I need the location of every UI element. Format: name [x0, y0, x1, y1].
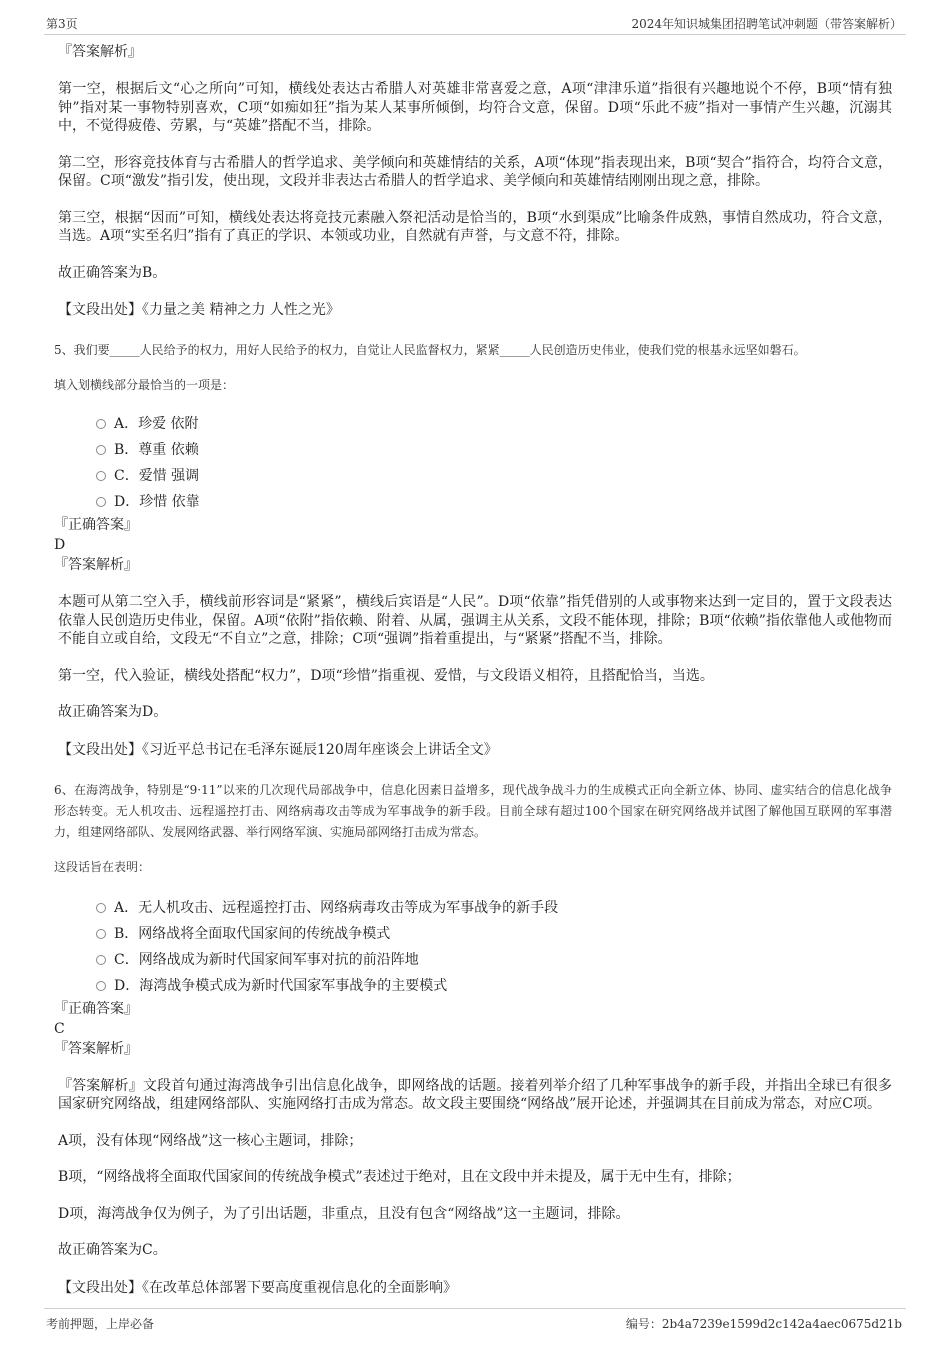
radio-icon[interactable]: [96, 445, 106, 455]
page-header: [44, 12, 906, 35]
option-d[interactable]: D．珍惜 依靠: [96, 489, 892, 515]
radio-icon[interactable]: [96, 929, 106, 939]
footer-slogan: 考前押题，上岸必备: [46, 1317, 155, 1331]
document-serial: [626, 1315, 902, 1332]
correct-answer-label: 『正确答案』: [54, 1000, 138, 1017]
analysis-label: 『答案解析』: [54, 557, 138, 573]
option-d[interactable]: D．海湾战争模式成为新时代国家军事战争的主要模式: [96, 973, 892, 999]
analysis-paragraph: 第二空，形容竞技体育与古希腊人的哲学追求、美学倾向和英雄情结的关系，A项“体现”指表现出来，B项“契合”指符合，均符合文意，保留。C项“激发”指引发，使出现，文段并非表达古希腊人的哲学追求、美学倾向和英雄情结刚刚出现之意，排除。: [58, 154, 892, 189]
option-b[interactable]: B．网络战将全面取代国家间的传统战争模式: [96, 921, 892, 947]
analysis-label: 『答案解析』: [58, 44, 142, 60]
options-list-5: [96, 411, 892, 515]
radio-icon[interactable]: [96, 981, 106, 991]
page-content: [52, 42, 892, 1297]
radio-icon[interactable]: [96, 497, 106, 507]
passage-source: 【文段出处】《习近平总书记在毛泽东诞辰120周年座谈会上讲话全文》: [58, 741, 498, 758]
correct-answer: D: [54, 537, 66, 553]
radio-icon[interactable]: [96, 955, 106, 965]
options-list-6: [96, 895, 892, 999]
analysis-label: 『答案解析』: [54, 1040, 138, 1057]
analysis-paragraph: D项，海湾战争仅为例子，为了引出话题，非重点，且没有包含“网络战”这一主题词，排除。: [58, 1205, 630, 1222]
radio-icon[interactable]: [96, 471, 106, 481]
option-b[interactable]: B．尊重 依赖: [96, 437, 892, 463]
analysis-paragraph: B项，“网络战将全面取代国家间的传统战争模式”表述过于绝对，且在文段中并未提及，属于无中生有，排除；: [58, 1169, 741, 1185]
passage-source: 【文段出处】《在改革总体部署下要高度重视信息化的全面影响》: [58, 1279, 457, 1296]
analysis-conclusion: 故正确答案为B。: [58, 264, 167, 281]
serial-label: 编号：: [625, 1317, 662, 1331]
analysis-paragraph: 本题可从第二空入手，横线前形容词是“紧紧”，横线后宾语是“人民”。D项“依靠”指凭借别的人或事物来达到一定目的，置于文段表达依靠人民创造历史伟业，保留。A项“依附”指依赖、附着、从属，强调主从关系，文段不能体现，排除；B项“依赖”指依靠他人或他物而不能自立或自给，文段无“不自立”之意，排除；C项“强调”指着重提出，与“紧紧”搭配不当，排除。: [58, 594, 892, 647]
analysis-conclusion: 故正确答案为D。: [58, 704, 168, 720]
radio-icon[interactable]: [96, 903, 106, 913]
question-prompt-6: 这段话旨在表明：: [54, 859, 151, 874]
passage-source: 【文段出处】《力量之美 精神之力 人性之光》: [58, 302, 340, 318]
analysis-paragraph: A项，没有体现“网络战”这一核心主题词，排除；: [58, 1132, 363, 1149]
analysis-conclusion: 故正确答案为C。: [58, 1242, 167, 1258]
option-a[interactable]: A．无人机攻击、远程遥控打击、网络病毒攻击等成为军事战争的新手段: [96, 895, 892, 921]
correct-answer: C: [54, 1020, 65, 1037]
page-number: 第3页: [46, 17, 78, 31]
analysis-paragraph: 第一空，根据后文“心之所向”可知，横线处表达古希腊人对英雄非常喜爱之意，A项“津津乐道”指很有兴趣地说个不停，B项“情有独钟”指对某一事物特别喜欢，C项“如痴如狂”指为某人某事所倾倒，均符合文意，保留。D项“乐此不疲”指对一事情产生兴趣，沉溺其中，不觉得疲倦、劳累，与“英雄”搭配不当，排除。: [58, 81, 892, 134]
analysis-paragraph: 第一空，代入验证，横线处搭配“权力”，D项“珍惜”指重视、爱惜，与文段语义相符，且搭配恰当，当选。: [58, 667, 714, 684]
analysis-paragraph: 第三空，根据“因而”可知，横线处表达将竞技元素融入祭祀活动是恰当的，B项“水到渠成”比喻条件成熟，事情自然成功，符合文意，当选。A项“实至名归”指有了真正的学识、本领或功业，自然就有声誉，与文意不符，排除。: [58, 209, 892, 244]
correct-answer-label: 『正确答案』: [54, 517, 138, 533]
analysis-paragraph: 『答案解析』文段首句通过海湾战争引出信息化战争，即网络战的话题。接着列举介绍了几种军事战争的新手段，并指出全球已有很多国家研究网络战，组建网络部队、实施网络打击成为常态。故文段主要围绕“网络战”展开论述，并强调其在目前成为常态，对应C项。: [58, 1077, 892, 1112]
question-prompt-5: 填入划横线部分最恰当的一项是：: [54, 378, 235, 392]
radio-icon[interactable]: [96, 419, 106, 429]
serial-number: 2b4a7239e1599d2c142a4aec0675d21b: [661, 1317, 902, 1331]
page-footer: [44, 1308, 906, 1335]
document-title: 2024年知识城集团招聘笔试冲刺题（带答案解析）: [631, 17, 902, 31]
option-a[interactable]: A．珍爱 依附: [96, 411, 892, 437]
question-stem-5: 5、我们要_____人民给予的权力，用好人民给予的权力，自觉让人民监督权力，紧紧_____人民创造历史伟业，使我们党的根基永远坚如磐石。: [54, 343, 806, 357]
option-c[interactable]: C．爱惜 强调: [96, 463, 892, 489]
question-stem-6: 6、在海湾战争，特别是“9·11”以来的几次现代局部战争中，信息化因素日益增多，现代战争战斗力的生成模式正向全新立体、协同、虚实结合的信息化战争形态转变。无人机攻击、远程遥控打击、网络病毒攻击等成为军事战争的新手段。目前全球有超过100个国家在研究网络战并试图了解他国互联网的军事潜力，组建网络部队、发展网络武器、举行网络军演、实施局部网络打击成为常态。: [54, 782, 892, 839]
option-c[interactable]: C．网络战成为新时代国家间军事对抗的前沿阵地: [96, 947, 892, 973]
